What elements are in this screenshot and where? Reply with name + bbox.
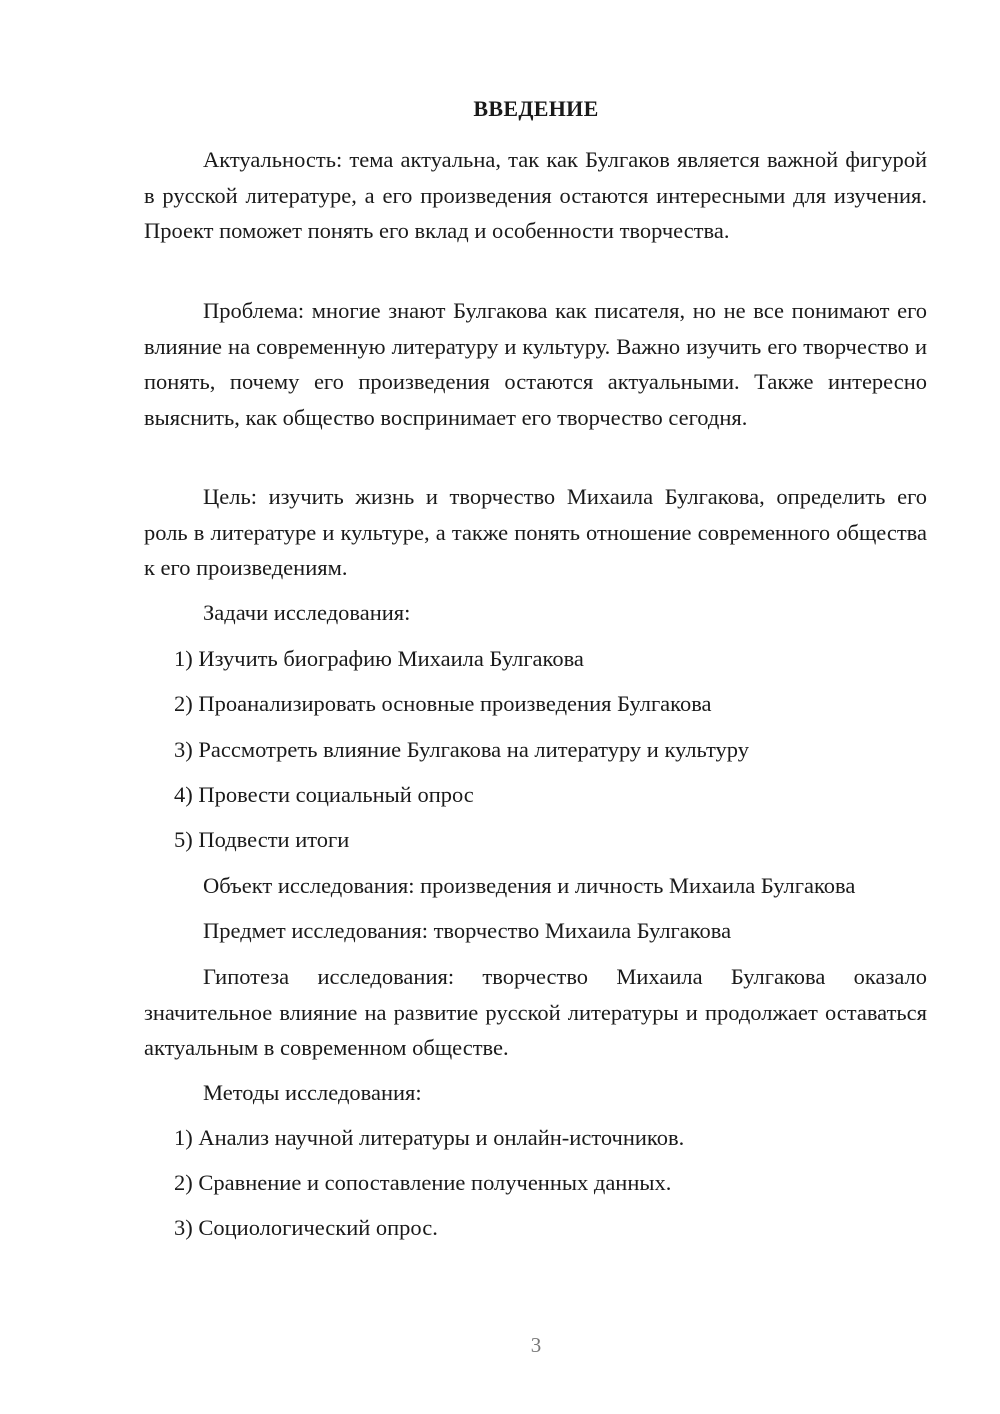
section-heading: ВВЕДЕНИЕ <box>473 96 599 121</box>
page-number: 3 <box>530 1333 542 1357</box>
method-item: 1) Анализ научной литературы и онлайн-источников. <box>174 1125 685 1150</box>
tasks-title: Задачи исследования: <box>203 600 411 625</box>
task-item: 2) Проанализировать основные произведения Булгакова <box>174 691 712 716</box>
goal-paragraph: Цель: изучить жизнь и творчество Михаила Булгакова, определить его роль в литературе и культуре, а также понять отношение современного общества к его произведениям. <box>144 484 927 580</box>
problem-paragraph: Проблема: многие знают Булгакова как писателя, но не все понимают его влияние на современную литературу и культуру. Важно изучить его творчество и понять, почему его произведения остаются актуальными. Также интересно выяснить, как общество воспринимает его творчество сегодня. <box>144 298 927 430</box>
task-item: 1) Изучить биографию Михаила Булгакова <box>174 646 584 671</box>
method-item: 3) Социологический опрос. <box>174 1215 438 1240</box>
subject-line: Предмет исследования: творчество Михаила Булгакова <box>203 918 732 943</box>
hypothesis-paragraph: Гипотеза исследования: творчество Михаила Булгакова оказало значительное влияние на развитие русской литературы и продолжает оставаться актуальным в современном обществе. <box>144 964 927 1060</box>
actuality-paragraph: Актуальность: тема актуальна, так как Булгаков является важной фигурой в русской литературе, а его произведения остаются интересными для изучения. Проект поможет понять его вклад и особенности творчества. <box>144 147 927 243</box>
method-item: 2) Сравнение и сопоставление полученных данных. <box>174 1170 672 1195</box>
methods-title: Методы исследования: <box>203 1080 422 1105</box>
task-item: 5) Подвести итоги <box>174 827 350 852</box>
object-line: Объект исследования: произведения и личность Михаила Булгакова <box>203 873 856 898</box>
task-item: 4) Провести социальный опрос <box>174 782 474 807</box>
task-item: 3) Рассмотреть влияние Булгакова на литературу и культуру <box>174 737 749 762</box>
